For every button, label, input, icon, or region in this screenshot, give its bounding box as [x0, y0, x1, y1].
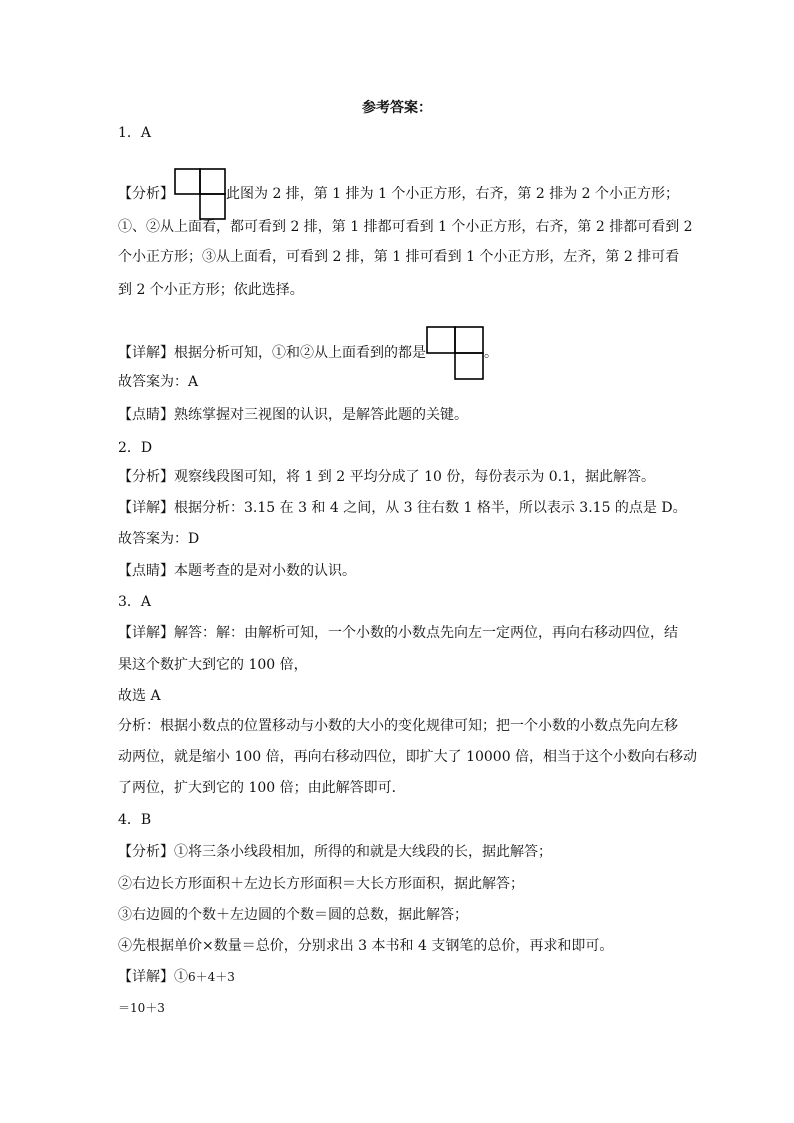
detail-2: 【详解】根据分析：3.15 在 3 和 4 之间，从 3 往右数 1 格半，所以表示 3.15 的点是 D。 — [118, 500, 687, 516]
detail-tag: 【详解】 — [118, 969, 174, 985]
text-line: 果这个数扩大到它的 100 倍， — [118, 657, 308, 673]
text-line: 故答案为：D — [118, 531, 200, 547]
equation: 6＋4＋3 — [188, 970, 235, 984]
text-line: ③右边圆的个数＋左边圆的个数＝圆的总数，据此解答； — [118, 907, 468, 923]
text-line: ①、②从上面看，都可看到 2 排，第 1 排都可看到 1 个小正方形，右齐，第 2 排都可看到 2 — [118, 219, 693, 235]
comment-tag: 【点睛】 — [118, 563, 174, 579]
text-line: 故答案为：A — [118, 374, 199, 390]
answer-4: 4．B — [118, 812, 152, 828]
detail-tag: 【详解】 — [118, 500, 174, 516]
text-line: ④先根据单价×数量＝总价，分别求出 3 本书和 4 支钢笔的总价，再求和即可。 — [118, 938, 614, 954]
text-line: 分析：根据小数点的位置移动与小数的大小的变化规律可知；把一个小数的小数点先向左移 — [118, 718, 678, 734]
text-line: 到 2 个小正方形；依此选择。 — [118, 282, 304, 298]
text-line: 了两位，扩大到它的 100 倍；由此解答即可． — [118, 780, 406, 796]
equation-line: ＝10＋3 — [118, 1001, 165, 1015]
comment-2: 【点睛】本题考查的是对小数的认识。 — [118, 563, 356, 579]
answer-1: 1．A — [118, 125, 152, 141]
shape-figure — [174, 168, 226, 220]
detail-tag: 【详解】 — [118, 625, 174, 641]
shape-figure — [426, 326, 484, 380]
analysis-tag: 【分析】 — [118, 469, 174, 485]
analysis-tag: 【分析】 — [118, 186, 174, 202]
detail-tag: 【详解】 — [118, 345, 174, 361]
detail-end: 。 — [484, 345, 498, 361]
analysis-2: 【分析】观察线段图可知，将 1 到 2 平均分成了 10 份，每份表示为 0.1，据此解答。 — [118, 469, 656, 485]
detail-text: 根据分析可知，①和②从上面看到的都是 — [174, 345, 426, 361]
text-line: 故选 A — [118, 688, 161, 704]
analysis-4: 【分析】①将三条小线段相加，所得的和就是大线段的长，据此解答； — [118, 844, 552, 860]
text-line: 动两位，就是缩小 100 倍，再向右移动四位，即扩大了 10000 倍，相当于这个小数向右移动 — [118, 749, 698, 765]
analysis-tag: 【分析】 — [118, 844, 174, 860]
text-line: ②右边长方形面积＋左边长方形面积＝大长方形面积，据此解答； — [118, 876, 524, 892]
detail-3: 【详解】解答：解：由解析可知，一个小数的小数点先向左一定两位，再向右移动四位，结 — [118, 625, 678, 641]
analysis-1 — [118, 168, 679, 220]
comment-tag: 【点睛】 — [118, 407, 174, 423]
page-title: 参考答案： — [362, 100, 432, 116]
answer-2: 2．D — [118, 440, 153, 456]
text-line: 个小正方形；③从上面看，可看到 2 排，第 1 排可看到 1 个小正方形，左齐，第 2 排可看 — [118, 249, 680, 265]
analysis-text: 此图为 2 排，第 1 排为 1 个小正方形，右齐，第 2 排为 2 个小正方形； — [226, 186, 680, 202]
detail-4: 【详解】①6＋4＋3 — [118, 969, 235, 985]
answer-3: 3．A — [118, 594, 152, 610]
comment-1: 【点睛】熟练掌握对三视图的认识，是解答此题的关键。 — [118, 407, 468, 423]
